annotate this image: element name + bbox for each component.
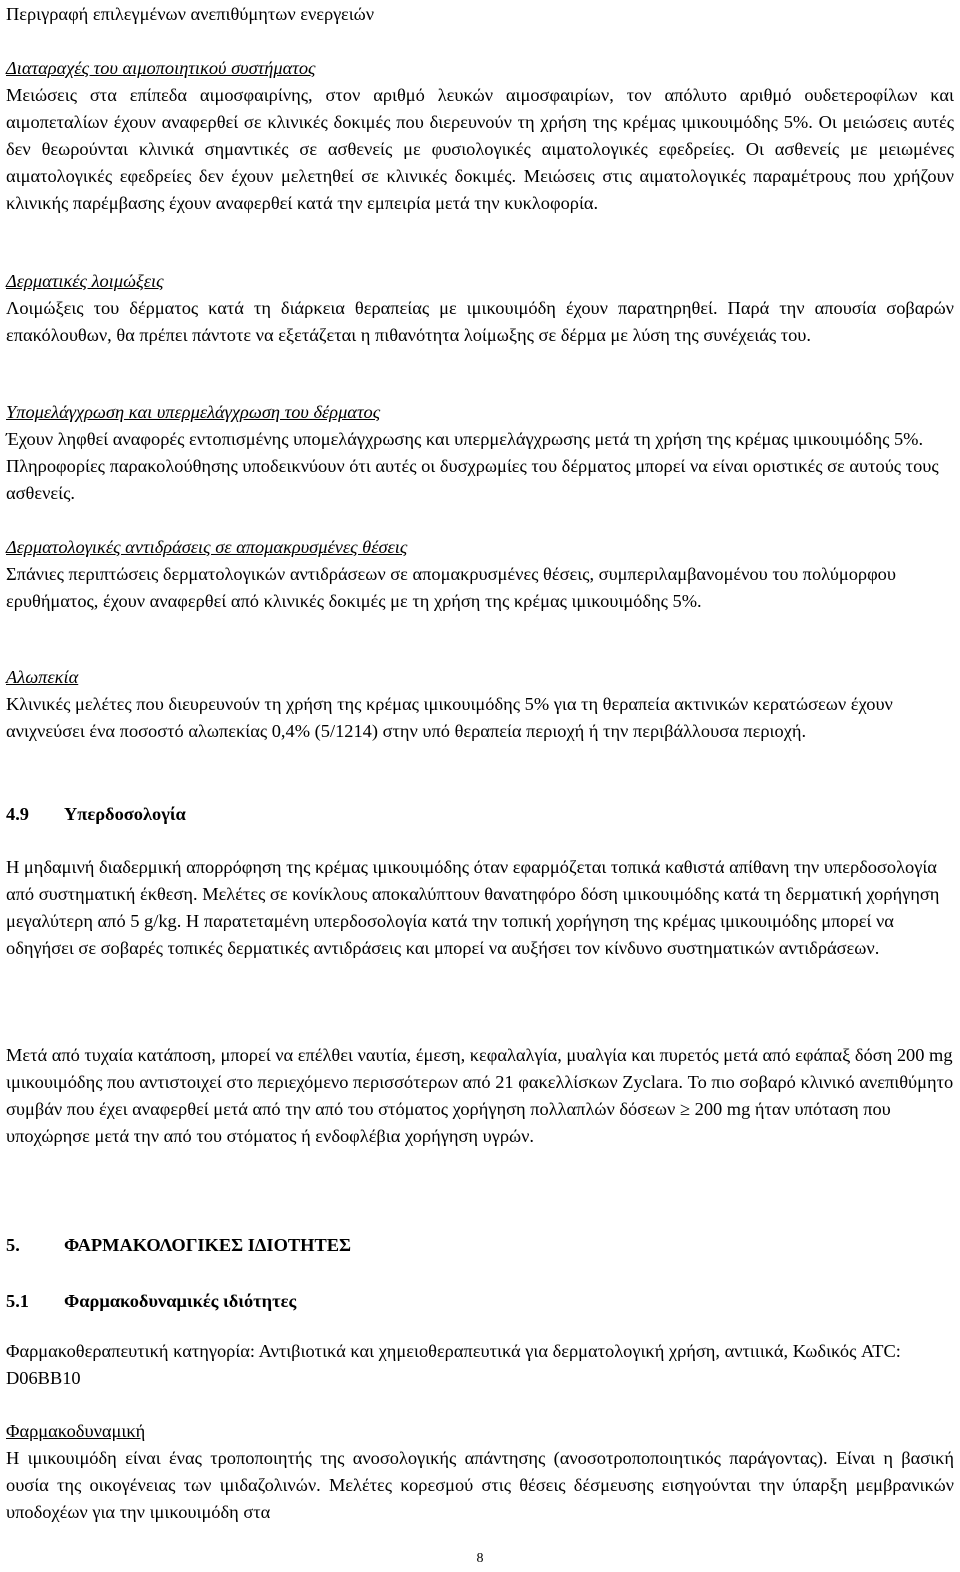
section-text: Σπάνιες περιπτώσεις δερματολογικών αντιδράσεων σε απομακρυσμένες θέσεις, συμπεριλαμβανομένου του πολύμορφου ερυθήματος, έχουν αναφερθεί από κλινικές δοκιμές με τη χρήση της κρέμας ιμικουιμόδης 5%.: [6, 564, 896, 611]
heading-title: Φαρμακοδυναμικές ιδιότητες: [64, 1291, 297, 1311]
section-text: Κλινικές μελέτες που διευρευνούν τη χρήση της κρέμας ιμικουιμόδης 5% για τη θεραπεία ακτινικών κερατώσεων έχουν ανιχνεύσει ένα ποσοστό αλωπεκίας 0,4% (5/1214) στην υπό θεραπεία περιοχή ή την περιβάλλουσα περιοχή.: [6, 694, 893, 741]
page-number: 8: [476, 1551, 484, 1566]
heading-number: 4.9: [6, 804, 29, 824]
pharmacotherapeutic-category: Φαρμακοθεραπευτική κατηγορία: Αντιβιοτικά και χημειοθεραπευτικά για δερματολογική χρήση, αντιιικά, Κωδικός ATC: D06BB10: [6, 1341, 901, 1388]
section-pigmentation: [6, 399, 954, 507]
section-text: Λοιμώξεις του δέρματος κατά τη διάρκεια θεραπείας με ιμικουιμόδη έχουν παρατηρηθεί. Παρά την απουσία σοβαρών επακόλουθων, θα πρέπει πάντοτε να εξετάζεται η πιθανότητα λοίμωξης σε δέρμα με λύση της συνέχειάς του.: [6, 298, 954, 345]
section-pharmacodynamics: [6, 1418, 954, 1526]
heading-title: Υπερδοσολογία: [64, 804, 186, 824]
page-title: Περιγραφή επιλεγμένων ανεπιθύμητων ενεργειών: [6, 4, 375, 24]
heading-5: [6, 1232, 351, 1259]
heading-number: 5.1: [6, 1291, 29, 1311]
section-text: Μειώσεις στα επίπεδα αιμοσφαιρίνης, στον αριθμό λευκών αιμοσφαιρίων, τον απόλυτο αριθμό ουδετεροφίλων και αιμοπεταλίων έχουν αναφερθεί σε κλινικές δοκιμές που διερευνούν τη χρήση της κρέμας ιμικουιμόδης 5%. Οι μειώσεις αυτές δεν θεωρούνται κλινικά σημαντικές σε ασθενείς με φυσιολογικές αιματολογικές εφεδρείες. Οι ασθενείς με μειωμένες αιματολογικές εφεδρείες δεν έχουν μελετηθεί σε κλινικές δοκιμές. Μειώσεις στις αιματολογικές παραμέτρους που χρήζουν κλινικής παρέμβασης έχουν αναφερθεί κατά την εμπειρία μετά την κυκλοφορία.: [6, 85, 954, 213]
section-remote-reactions: [6, 534, 954, 615]
ge-symbol: ≥: [679, 1099, 691, 1119]
section-heading: Αλωπεκία: [6, 667, 79, 687]
overdose-paragraph-1: Η μηδαμινή διαδερμική απορρόφηση της κρέμας ιμικουιμόδης όταν εφαρμόζεται τοπικά καθιστά απίθανη την υπερδοσολογία από συστηματική έκθεση. Μελέτες σε κονίκλους αποκαλύπτουν θανατηφόρο δόση ιμικουιμόδης κατά τη δερματική χορήγηση μεγαλύτερη από 5 g/kg. Η παρατεταμένη υπερδοσολογία κατά την τοπική χορήγηση της κρέμας ιμικουιμόδης μπορεί να οδηγήσει σε σοβαρές τοπικές δερματικές αντιδράσεις και μπορεί να αυξήσει τον κίνδυνο συστηματικών αντιδράσεων.: [6, 857, 940, 958]
pd-heading: Φαρμακοδυναμική: [6, 1421, 146, 1441]
section-blood: [6, 55, 954, 217]
overdose-paragraph-2: [6, 1042, 954, 1150]
section-heading: Υπομελάγχρωση και υπερμελάγχρωση του δέρματος: [6, 402, 381, 422]
section-heading: Διαταραχές του αιμοποιητικού συστήματος: [6, 58, 316, 78]
overdose-text-b: 200 mg ήταν υπόταση που υποχώρησε μετά την από του στόματος ή ενδοφλέβια χορήγηση υγρών.: [6, 1099, 891, 1146]
overdose-text-a: Μετά από τυχαία κατάποση, μπορεί να επέλθει ναυτία, έμεση, κεφαλαλγία, μυαλγία και πυρετός μετά από εφάπαξ δόση 200 mg ιμικουιμόδης που αντιστοιχεί στο περιεχόμενο περισσότερων από 21 φακελλίσκων Zyclara. Το πιο σοβαρό κλινικό ανεπιθύμητο συμβάν που έχει αναφερθεί μετά από την από του στόματος χορήγηση πολλαπλών δόσεων: [6, 1045, 954, 1119]
heading-number: 5.: [6, 1235, 20, 1255]
pd-text: Η ιμικουιμόδη είναι ένας τροποποιητής της ανοσολογικής απάντησης (ανοσοτροποποιητικός παράγοντας). Είναι η βασική ουσία της οικογένειας των ιμιδαζολινών. Μελέτες κορεσμού στις θέσεις δέσμευσης εισηγούνται την ύπαρξη μεμβρανικών υποδοχέων για την ιμικουιμόδη στα: [6, 1448, 954, 1522]
section-text: Έχουν ληφθεί αναφορές εντοπισμένης υπομελάγχρωσης και υπερμελάγχρωσης μετά τη χρήση της κρέμας ιμικουιμόδης 5%. Πληροφορίες παρακολούθησης υποδεικνύουν ότι αυτές οι δυσχρωμίες του δέρματος μπορεί να είναι οριστικές σε αυτούς τους ασθενείς.: [6, 429, 939, 503]
section-heading: Δερματολογικές αντιδράσεις σε απομακρυσμένες θέσεις: [6, 537, 408, 557]
section-heading: Δερματικές λοιμώξεις: [6, 271, 164, 291]
section-skin-infections: [6, 268, 954, 349]
heading-title: ΦΑΡΜΑΚΟΛΟΓΙΚΕΣ ΙΔΙΟΤΗΤΕΣ: [64, 1235, 352, 1255]
heading-4-9: [6, 801, 186, 828]
section-alopecia: [6, 664, 954, 745]
heading-5-1: [6, 1288, 296, 1315]
